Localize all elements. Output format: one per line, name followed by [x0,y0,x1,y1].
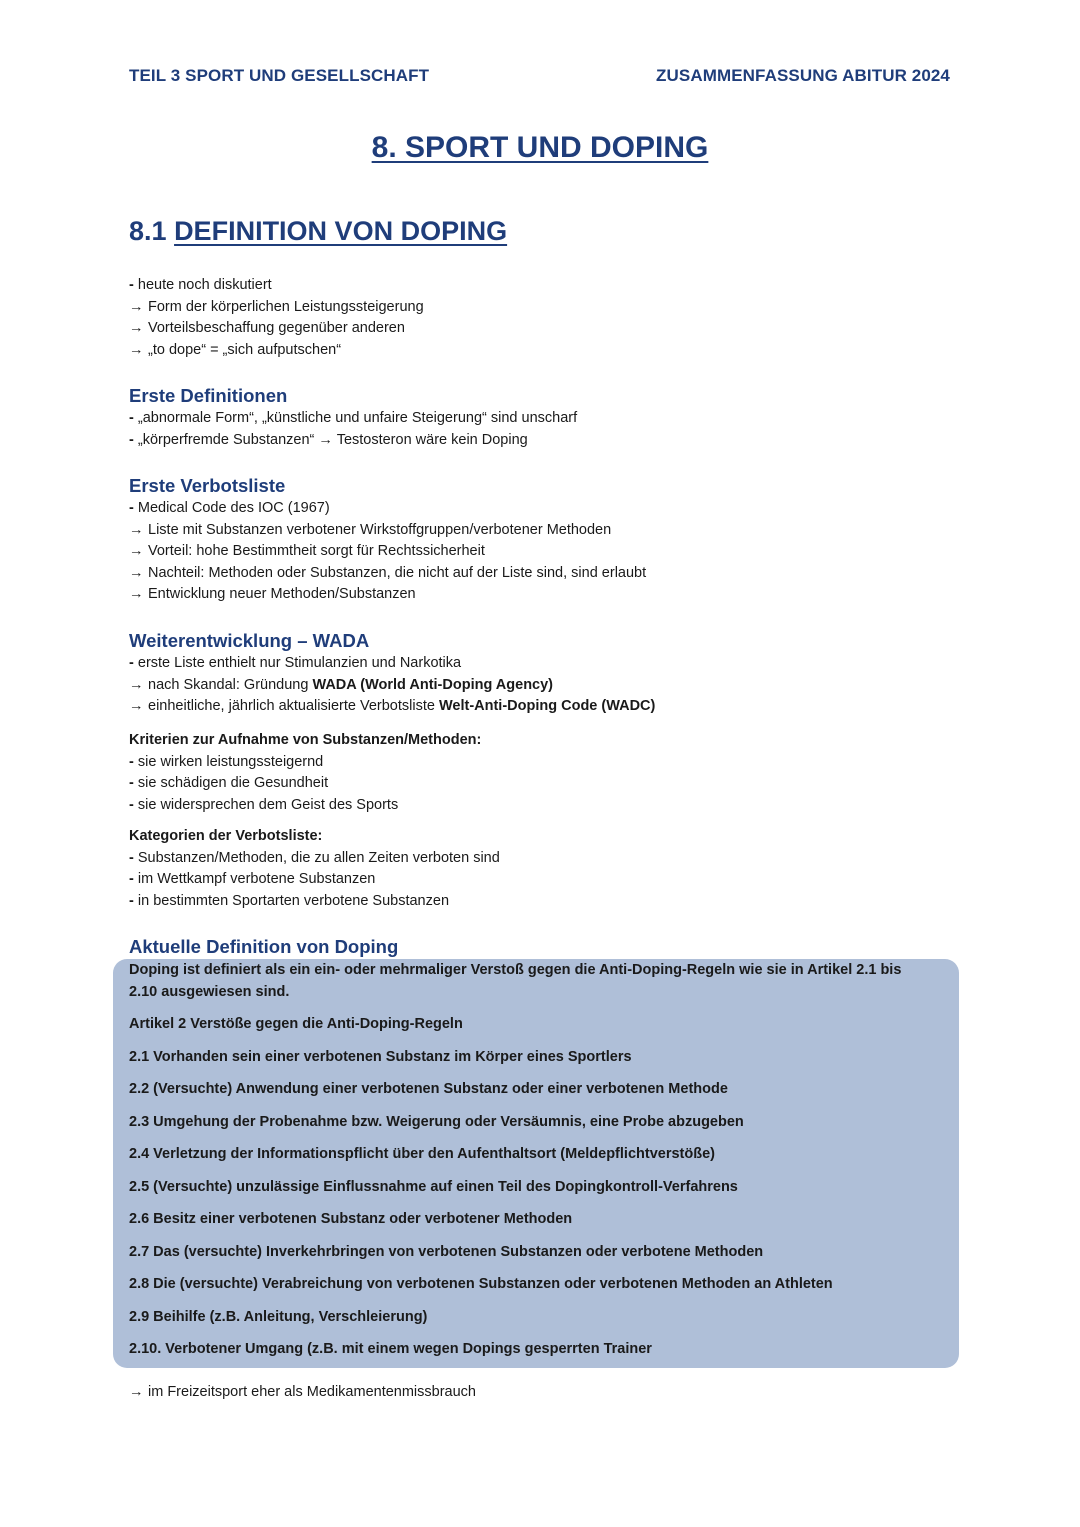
intro-list [129,275,959,361]
rule-item: 2.7 Das (versuchte) Inverkehrbringen von verbotenen Substanzen oder verbotene Methoden [129,1243,764,1260]
kategorien-heading: Kategorien der Verbotsliste: [129,828,323,844]
dash-marker: - [129,277,134,293]
rule-item: 2.1 Vorhanden sein einer verbotenen Substanz im Körper eines Sportlers [129,1048,632,1065]
dash-marker: - [129,655,134,671]
list-item: → einheitliche, jährlich aktualisierte Verbotsliste Welt-Anti-Doping Code (WADC) [129,696,959,718]
arrow-icon: → [129,1384,144,1400]
list-item: - Substanzen/Methoden, die zu allen Zeiten verboten sind [129,849,500,866]
list-item: - im Wettkampf verbotene Substanzen [129,871,376,887]
wada-section [129,629,959,718]
erste-verbotsliste-section [129,474,959,606]
arrow-icon: → [129,298,144,315]
kategorien-section [129,826,959,912]
rule-item: 2.10. Verbotener Umgang (z.B. mit einem wegen Dopings gesperrten Trainer [129,1341,652,1357]
arrow-icon: → [129,521,144,538]
list-item: - „abnormale Form“, „künstliche und unfaire Steigerung“ sind unscharf [129,410,578,426]
rule-item: 2.3 Umgehung der Probenahme bzw. Weigerung oder Versäumnis, eine Probe abzugeben [129,1113,744,1130]
subsection-heading: Aktuelle Definition von Doping [129,936,399,957]
list-item: - „körperfremde Substanzen“ → Testosteron wäre kein Doping [129,431,528,448]
list-item: - erste Liste enthielt nur Stimulanzien und Narkotika [129,655,462,671]
kriterien-heading: Kriterien zur Aufnahme von Substanzen/Methoden: [129,732,482,748]
header-right: ZUSAMMENFASSUNG ABITUR 2024 [656,66,950,85]
list-item: - heute noch diskutiert [129,277,272,293]
list-item: → Vorteilsbeschaffung gegenüber anderen [129,318,959,340]
arrow-icon: → [129,676,144,693]
article-heading: Artikel 2 Verstöße gegen die Anti-Doping-Regeln [129,1016,463,1032]
rule-item: 2.4 Verletzung der Informationspflicht über den Aufenthaltsort (Meldepflichtverstöße) [129,1146,715,1162]
list-item: → im Freizeitsport eher als Medikamentenmissbrauch [129,1382,959,1404]
section-heading [129,216,507,247]
header-left: TEIL 3 SPORT UND GESELLSCHAFT [129,66,430,85]
arrow-icon: → [129,698,144,714]
section-number: 8.1 [129,216,167,246]
erste-definitionen-section [129,384,959,451]
list-item: - in bestimmten Sportarten verbotene Substanzen [129,892,450,909]
list-item: → „to dope“ = „sich aufputschen“ [129,340,959,362]
list-item: → Nachteil: Methoden oder Substanzen, die nicht auf der Liste sind, sind erlaubt [129,563,959,585]
dash-marker: - [129,500,134,516]
subsection-heading: Erste Verbotsliste [129,475,286,496]
arrow-icon: → [129,586,144,602]
dash-marker: - [129,775,134,791]
dash-marker: - [129,871,134,887]
list-item: - sie widersprechen dem Geist des Sports [129,796,399,813]
section-title: DEFINITION VON DOPING [174,216,508,246]
footer-note [129,1382,959,1404]
list-item: → nach Skandal: Gründung WADA (World Anti-Doping Agency) [129,675,959,697]
dash-marker: - [129,849,134,866]
arrow-icon: → [129,341,144,358]
list-item: → Liste mit Substanzen verbotener Wirkstoffgruppen/verbotener Methoden [129,520,959,542]
definition-text-line: Doping ist definiert als ein ein- oder mehrmaliger Verstoß gegen die Anti-Doping-Regeln wie sie in Artikel 2.1 bis [129,962,902,978]
definition-box [113,959,959,1368]
list-item: → Form der körperlichen Leistungssteigerung [129,297,959,319]
kriterien-section [129,730,959,816]
rule-item: 2.5 (Versuchte) unzulässige Einflussnahme auf einen Teil des Dopingkontroll-Verfahrens [129,1178,738,1195]
subsection-heading: Erste Definitionen [129,385,288,406]
rule-item: 2.8 Die (versuchte) Verabreichung von verbotenen Substanzen oder verbotenen Methoden an Athleten [129,1276,833,1292]
list-item: → Entwicklung neuer Methoden/Substanzen [129,584,959,606]
aktuelle-section [129,935,959,959]
arrow-icon: → [129,543,144,559]
arrow-icon: → [318,431,333,448]
rule-item: 2.2 (Versuchte) Anwendung einer verbotenen Substanz oder einer verbotenen Methode [129,1081,728,1097]
arrow-icon: → [129,320,144,336]
dash-marker: - [129,410,134,426]
dash-marker: - [129,892,134,909]
dash-marker: - [129,753,134,770]
definition-text-line: 2.10 ausgewiesen sind. [129,983,290,1000]
rule-item: 2.9 Beihilfe (z.B. Anleitung, Verschleierung) [129,1308,428,1325]
dash-marker: - [129,431,134,448]
list-item: → Vorteil: hohe Bestimmtheit sorgt für Rechtssicherheit [129,541,959,563]
dash-marker: - [129,796,134,813]
page-title: 8. SPORT UND DOPING [371,131,709,164]
list-item: - Medical Code des IOC (1967) [129,500,330,516]
arrow-icon: → [129,564,144,581]
rule-item: 2.6 Besitz einer verbotenen Substanz oder verbotener Methoden [129,1211,573,1227]
subsection-heading: Weiterentwicklung – WADA [129,630,370,651]
list-item: - sie schädigen die Gesundheit [129,775,329,791]
list-item: - sie wirken leistungssteigernd [129,753,324,770]
